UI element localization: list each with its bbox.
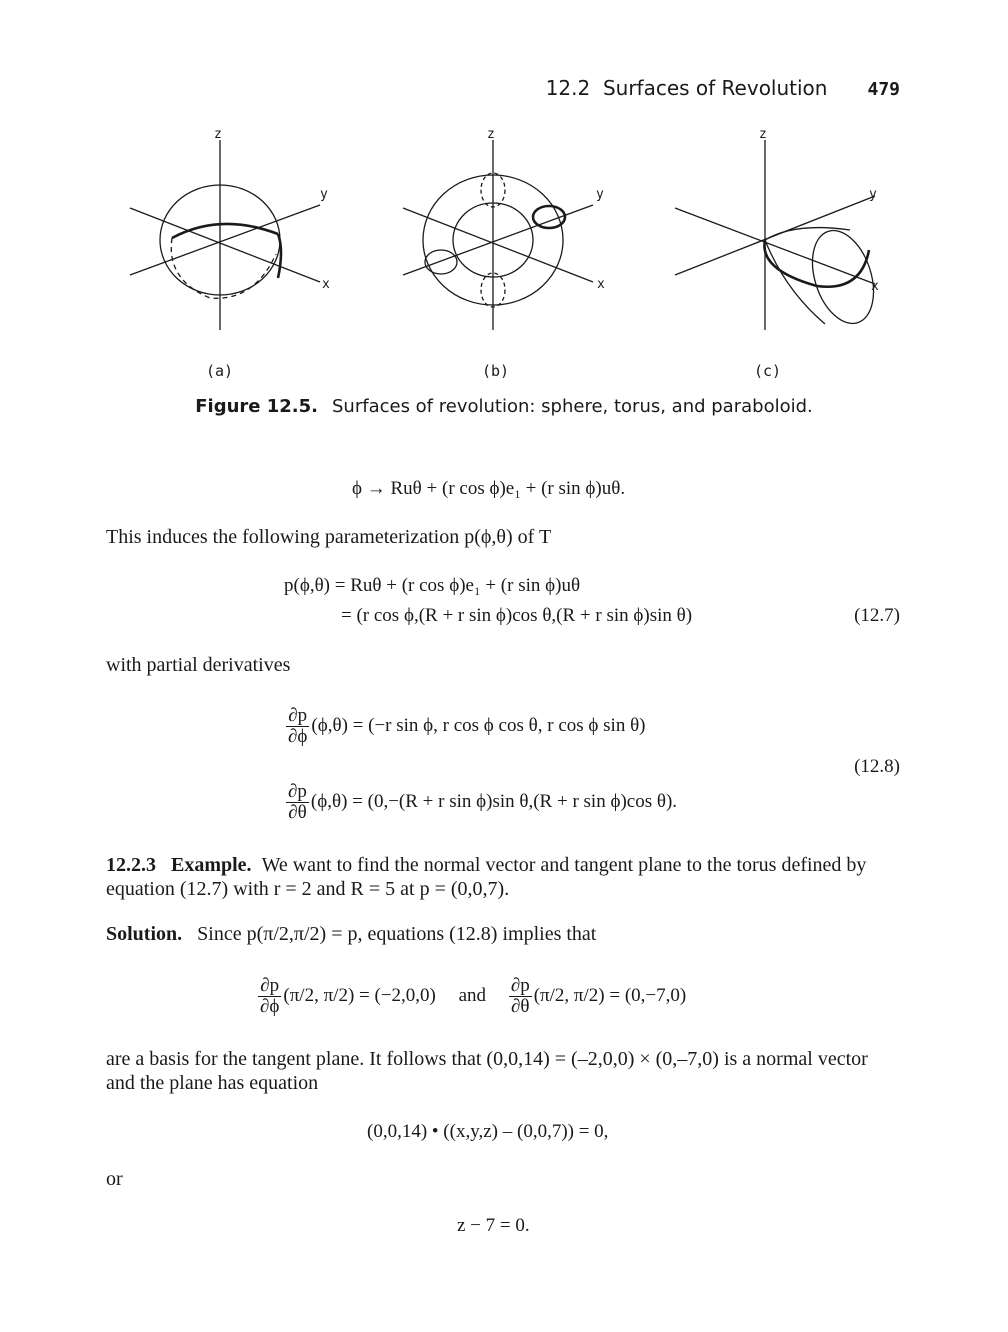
subfigure-label-b: (b) [482, 362, 510, 380]
axis-label-z: z [214, 127, 222, 142]
equation-12-8-line-2: $\frac{\partial p}{\partial\theta}$ (ϕ,θ) = (0,−(R + r sin ϕ)sin θ,(R + r sin ϕ)cos θ). [288, 781, 678, 823]
fraction: $\frac{\partial p}{\partial\theta}$ [510, 975, 530, 1017]
example-text: We want to find the normal vector and tangent plane to the torus defined by equation (12.7) with r = 2 and R = 5 at p = (0,0,7). [106, 854, 867, 900]
subfigure-label-a: (a) [206, 362, 234, 380]
page-number: 479 [867, 79, 900, 100]
solution-text: Since p(π/2,π/2) = p, equations (12.8) implies that [197, 923, 597, 945]
example-label: 12.2.3 Example. [106, 854, 252, 876]
equation-12-8-line-1: $\frac{\partial p}{\partial\phi}$ (ϕ,θ) = (−r sin ϕ, r cos ϕ cos θ, r cos ϕ sin θ) [288, 705, 646, 747]
axis-label-y: y [869, 187, 877, 202]
axis-label-x: x [597, 277, 605, 292]
solution-paragraph [106, 922, 901, 946]
caption-label: Figure 12.5. [195, 396, 318, 417]
paragraph-or: or [106, 1168, 123, 1190]
axis-label-y: y [596, 187, 604, 202]
equation-final: z − 7 = 0. [457, 1215, 530, 1236]
axis-label-x: x [322, 277, 330, 292]
example-paragraph [106, 853, 901, 901]
paragraph-partial-derivatives: with partial derivatives [106, 654, 291, 676]
equation-number-12-7: (12.7) [854, 605, 900, 626]
solution-label: Solution. [106, 923, 183, 945]
axis-label-z: z [487, 127, 495, 142]
subfigure-label-c: (c) [754, 362, 782, 380]
equation-12-7-line-1: p(ϕ,θ) = Ruθ + (r cos ϕ)e₁ + (r sin ϕ)uθ [284, 575, 581, 596]
axis-label-z: z [759, 127, 767, 142]
equation-tangent-plane: (0,0,14) • ((x,y,z) – (0,0,7)) = 0, [367, 1121, 609, 1142]
fraction: $\frac{\partial p}{\partial\theta}$ [288, 781, 307, 823]
equation-12-7-line-2: = (r cos ϕ,(R + r sin ϕ)cos θ,(R + r sin ϕ)sin θ) [341, 605, 693, 626]
fraction: $\frac{\partial p}{\partial\phi}$ [260, 975, 280, 1017]
running-head [546, 76, 900, 100]
equation-number-12-8: (12.8) [854, 756, 900, 777]
caption-text: Surfaces of revolution: sphere, torus, and paraboloid. [332, 396, 813, 417]
torus-diagram [403, 127, 605, 330]
fraction: $\frac{\partial p}{\partial\phi}$ [288, 705, 308, 747]
paragraph-parameterization: This induces the following parameterization p(ϕ,θ) of T [106, 526, 552, 548]
axis-label-x: x [871, 279, 879, 294]
sphere-diagram [130, 127, 330, 330]
paraboloid-diagram [675, 127, 884, 331]
paragraph-basis: are a basis for the tangent plane. It follows that (0,0,14) = (–2,0,0) × (0,–7,0) is a normal vector and the plane has equation [106, 1048, 868, 1094]
section-title: 12.2 Surfaces of Revolution [545, 76, 828, 100]
figure-12-5 [100, 120, 920, 390]
axis-label-y: y [320, 187, 328, 202]
figure-caption [0, 396, 1008, 417]
equation-solution-partials: $\frac{\partial p}{\partial\phi}$ (π/2, π/2) = (−2,0,0) and $\frac{\partial p}{\partial\theta}$ (π/2, π/2) = (0,−7,0) [260, 975, 687, 1017]
equation-phi-map: ϕ → Ruθ + (r cos ϕ)e₁ + (r sin ϕ)uθ. [352, 478, 626, 499]
